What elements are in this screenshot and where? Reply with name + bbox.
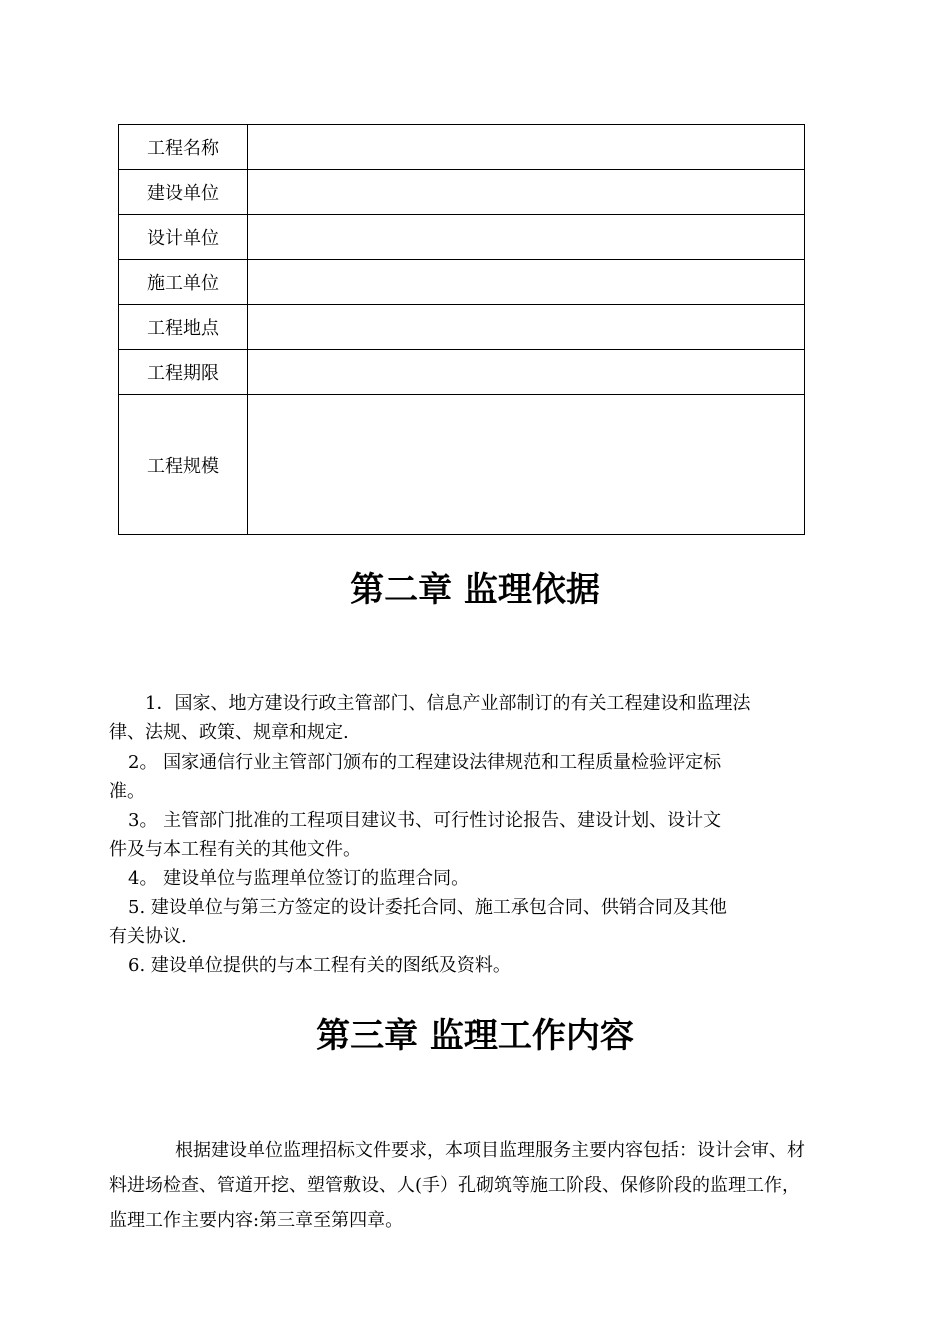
row-value — [248, 170, 805, 215]
row-value — [248, 125, 805, 170]
table-row — [119, 395, 805, 535]
list-item-continuation: 律、法规、政策、规章和规定. — [109, 722, 349, 743]
table-row — [119, 215, 805, 260]
list-item-continuation: 有关协议. — [109, 926, 187, 947]
list-item-continuation: 准。 — [109, 781, 145, 802]
row-label: 工程地点 — [119, 305, 248, 350]
list-item-text: 1．国家、地方建设行政主管部门、信息产业部制订的有关工程建设和监理法 — [145, 693, 751, 714]
table-row — [119, 305, 805, 350]
list-item: 4。 建设单位与监理单位签订的监理合同。 — [128, 868, 470, 889]
row-value — [248, 350, 805, 395]
list-item: 3。 主管部门批准的工程项目建议书、可行性讨论报告、建设计划、设计文 — [128, 810, 722, 831]
row-label: 施工单位 — [119, 260, 248, 305]
row-label: 工程期限 — [119, 350, 248, 395]
list-item — [145, 689, 805, 718]
table-row — [119, 170, 805, 215]
row-label: 工程规模 — [119, 395, 248, 535]
chapter-2-heading: 第二章 监理依据 — [350, 570, 600, 610]
row-label: 设计单位 — [119, 215, 248, 260]
row-value — [248, 215, 805, 260]
row-label: 建设单位 — [119, 170, 248, 215]
list-item: 2。 国家通信行业主管部门颁布的工程建设法律规范和工程质量检验评定标 — [128, 752, 722, 773]
row-value — [248, 305, 805, 350]
table-row — [119, 125, 805, 170]
chapter-3-paragraph: 根据建设单位监理招标文件要求，本项目监理服务主要内容包括：设计会审、材料进场检查、管道开挖、塑管敷设、人(手）孔砌筑等施工阶段、保修阶段的监理工作，监理工作主要内容:第三章至第四章。 — [109, 1140, 805, 1231]
row-label: 工程名称 — [119, 125, 248, 170]
table-row — [119, 350, 805, 395]
chapter-3-heading: 第三章 监理工作内容 — [316, 1016, 634, 1056]
list-item: 5. 建设单位与第三方签定的设计委托合同、施工承包合同、供销合同及其他 — [128, 897, 727, 918]
list-item: 6. 建设单位提供的与本工程有关的图纸及资料。 — [128, 955, 511, 976]
row-value — [248, 395, 805, 535]
project-info-table — [118, 124, 805, 535]
list-item-continuation: 件及与本工程有关的其他文件。 — [109, 839, 361, 860]
row-value — [248, 260, 805, 305]
table-row — [119, 260, 805, 305]
